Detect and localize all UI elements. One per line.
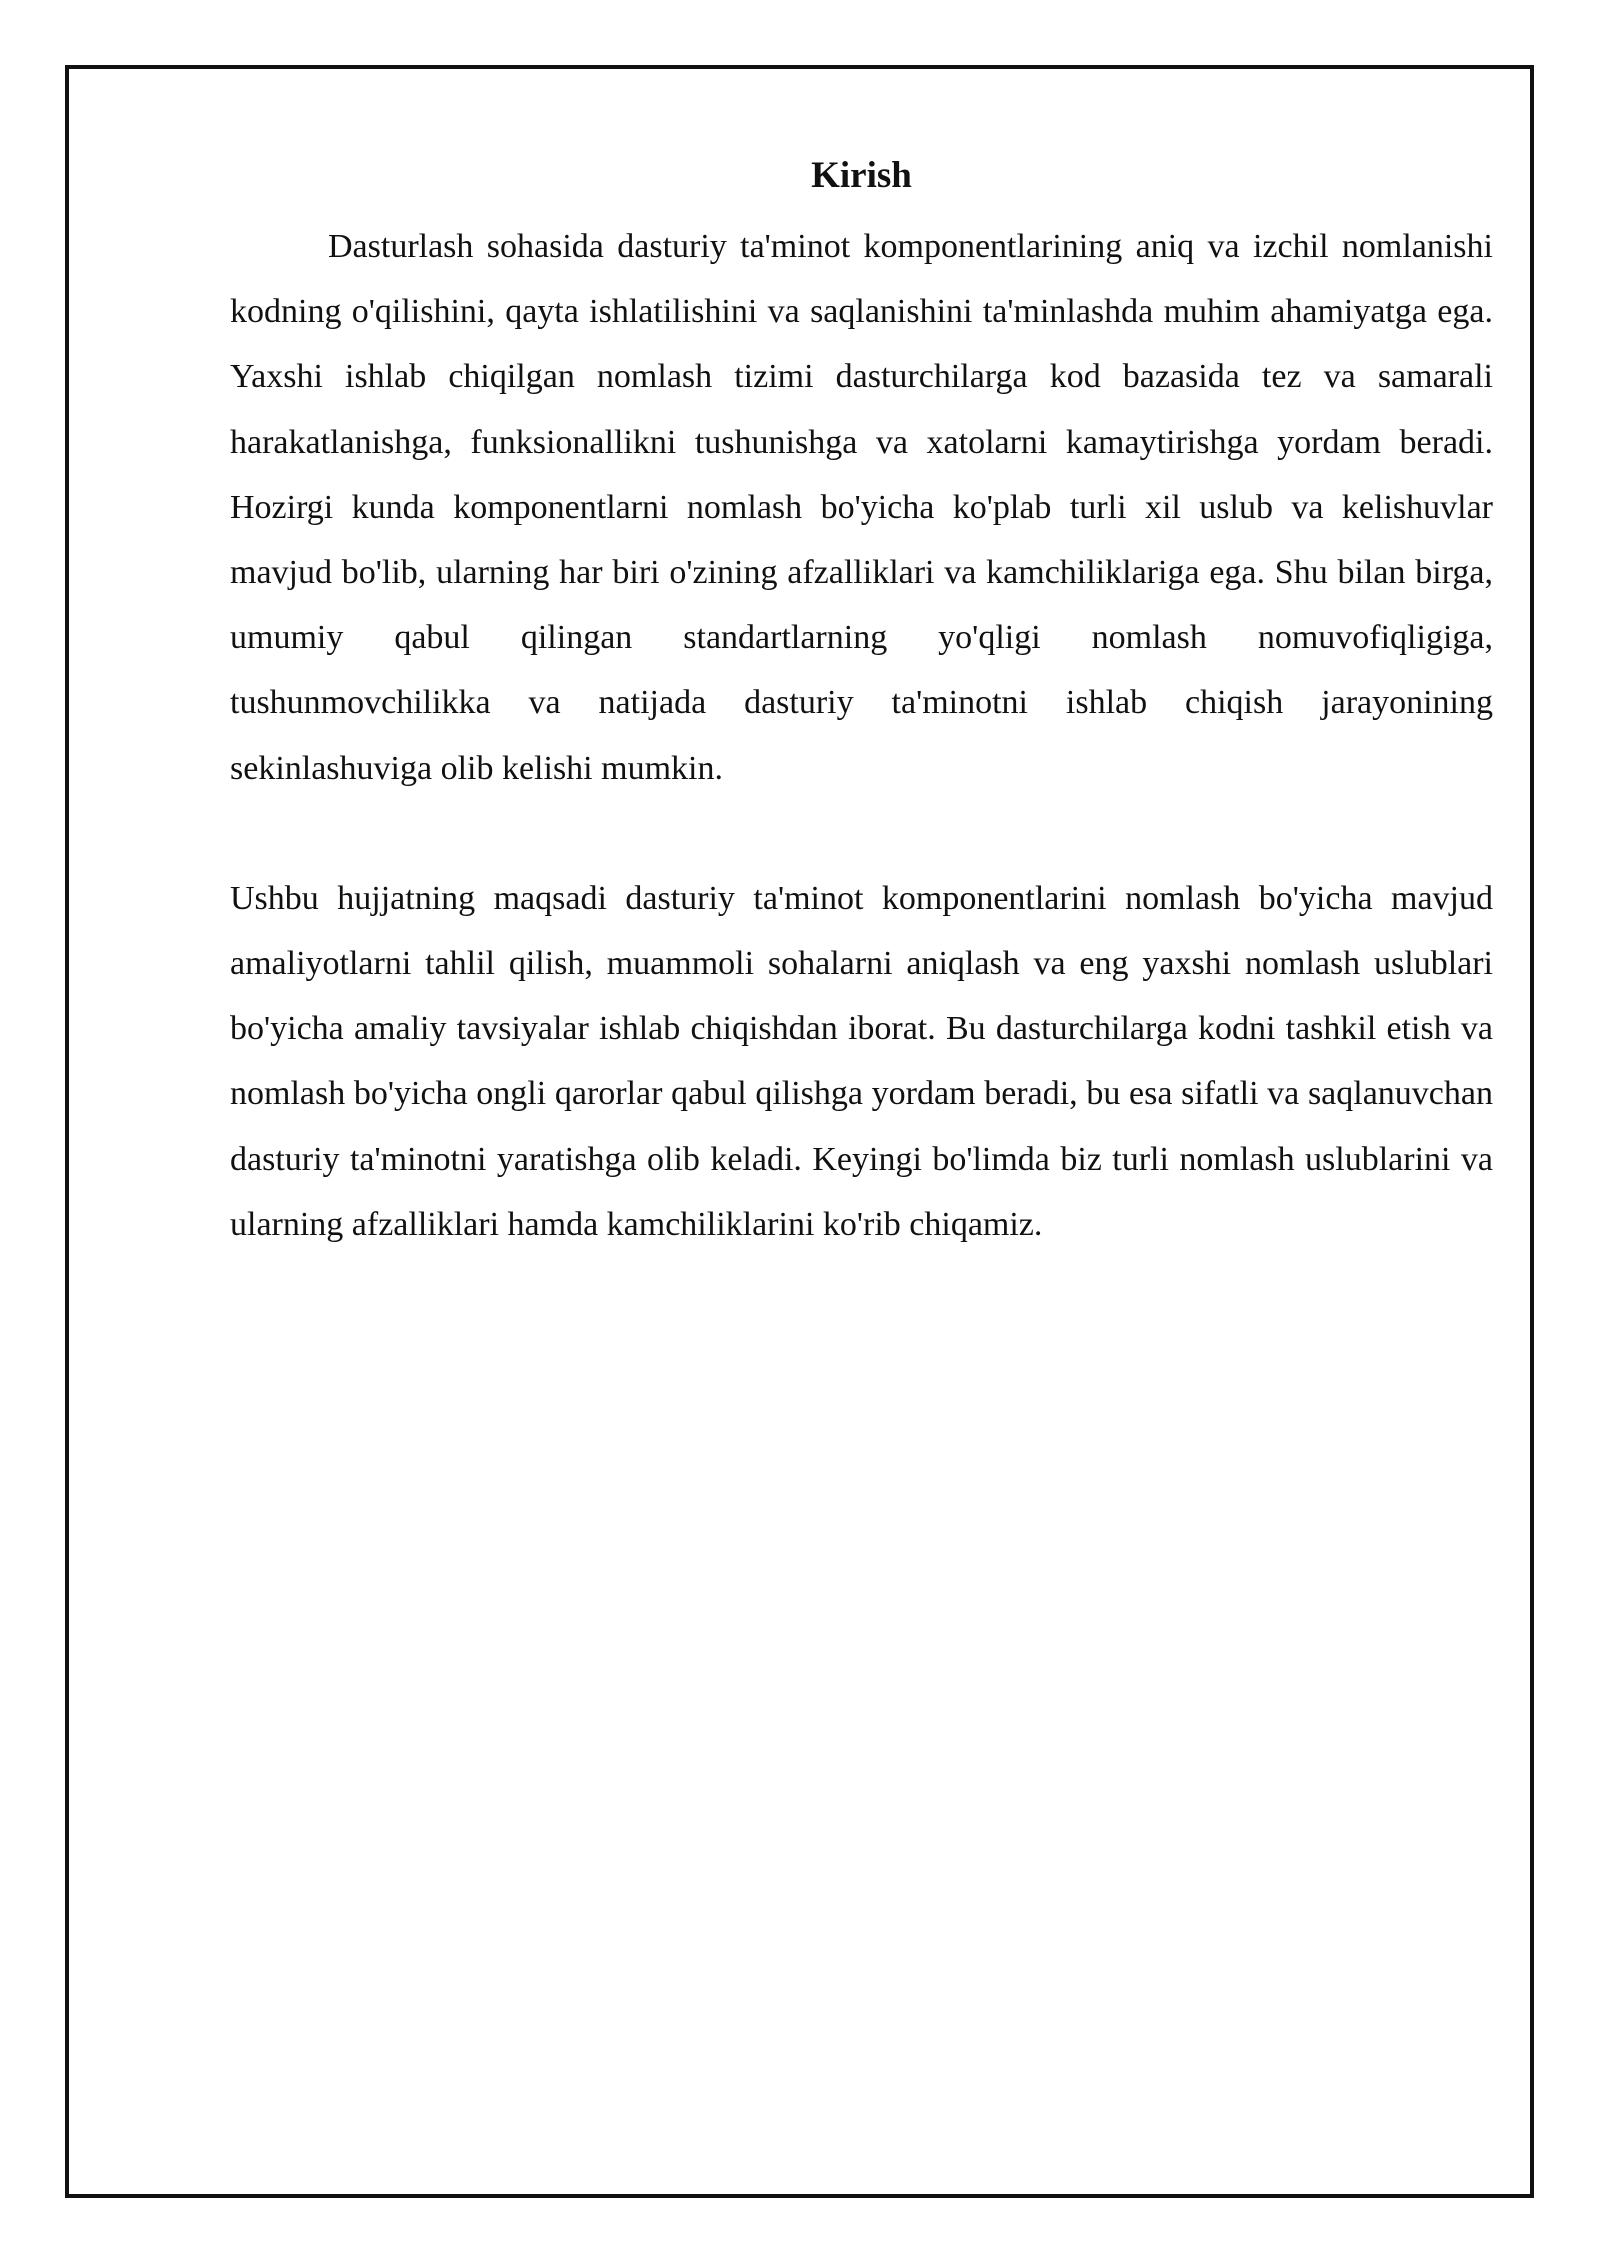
- paragraph-intro: Dasturlash sohasida dasturiy ta'minot komponentlarining aniq va izchil nomlanishi kodning o'qilishini, qayta ishlatilishini va saqlanishini ta'minlashda muhim ahamiyatga ega. Yaxshi ishlab chiqilgan nomlash tizimi dasturchilarga kod bazasida tez va samarali harakatlanishga, funksionallikni tushunishga va xatolarni kamaytirishga yordam beradi. Hozirgi kunda komponentlarni nomlash bo'yicha ko'plab turli xil uslub va kelishuvlar mavjud bo'lib, ularning har biri o'zining afzalliklari va kamchiliklariga ega. Shu bilan birga, umumiy qabul qilingan standartlarning yo'qligi nomlash nomuvofiqligiga, tushunmovchilikka va natijada dasturiy ta'minotni ishlab chiqish jarayonining sekinlashuviga olib kelishi mumkin.: [230, 228, 1493, 787]
- document-title: Kirish: [811, 155, 912, 196]
- document-body: [230, 150, 1493, 1257]
- paragraph-spacer: [230, 801, 1493, 866]
- paragraph-purpose: Ushbu hujjatning maqsadi dasturiy ta'minot komponentlarini nomlash bo'yicha mavjud amaliyotlarni tahlil qilish, muammoli sohalarni aniqlash va eng yaxshi nomlash uslublari bo'yicha amaliy tavsiyalar ishlab chiqishdan iborat. Bu dasturchilarga kodni tashkil etish va nomlash bo'yicha ongli qarorlar qabul qilishga yordam beradi, bu esa sifatli va saqlanuvchan dasturiy ta'minotni yaratishga olib keladi. Keyingi bo'limda biz turli nomlash uslublarini va ularning afzalliklari hamda kamchiliklarini ko'rib chiqamiz.: [230, 879, 1493, 1243]
